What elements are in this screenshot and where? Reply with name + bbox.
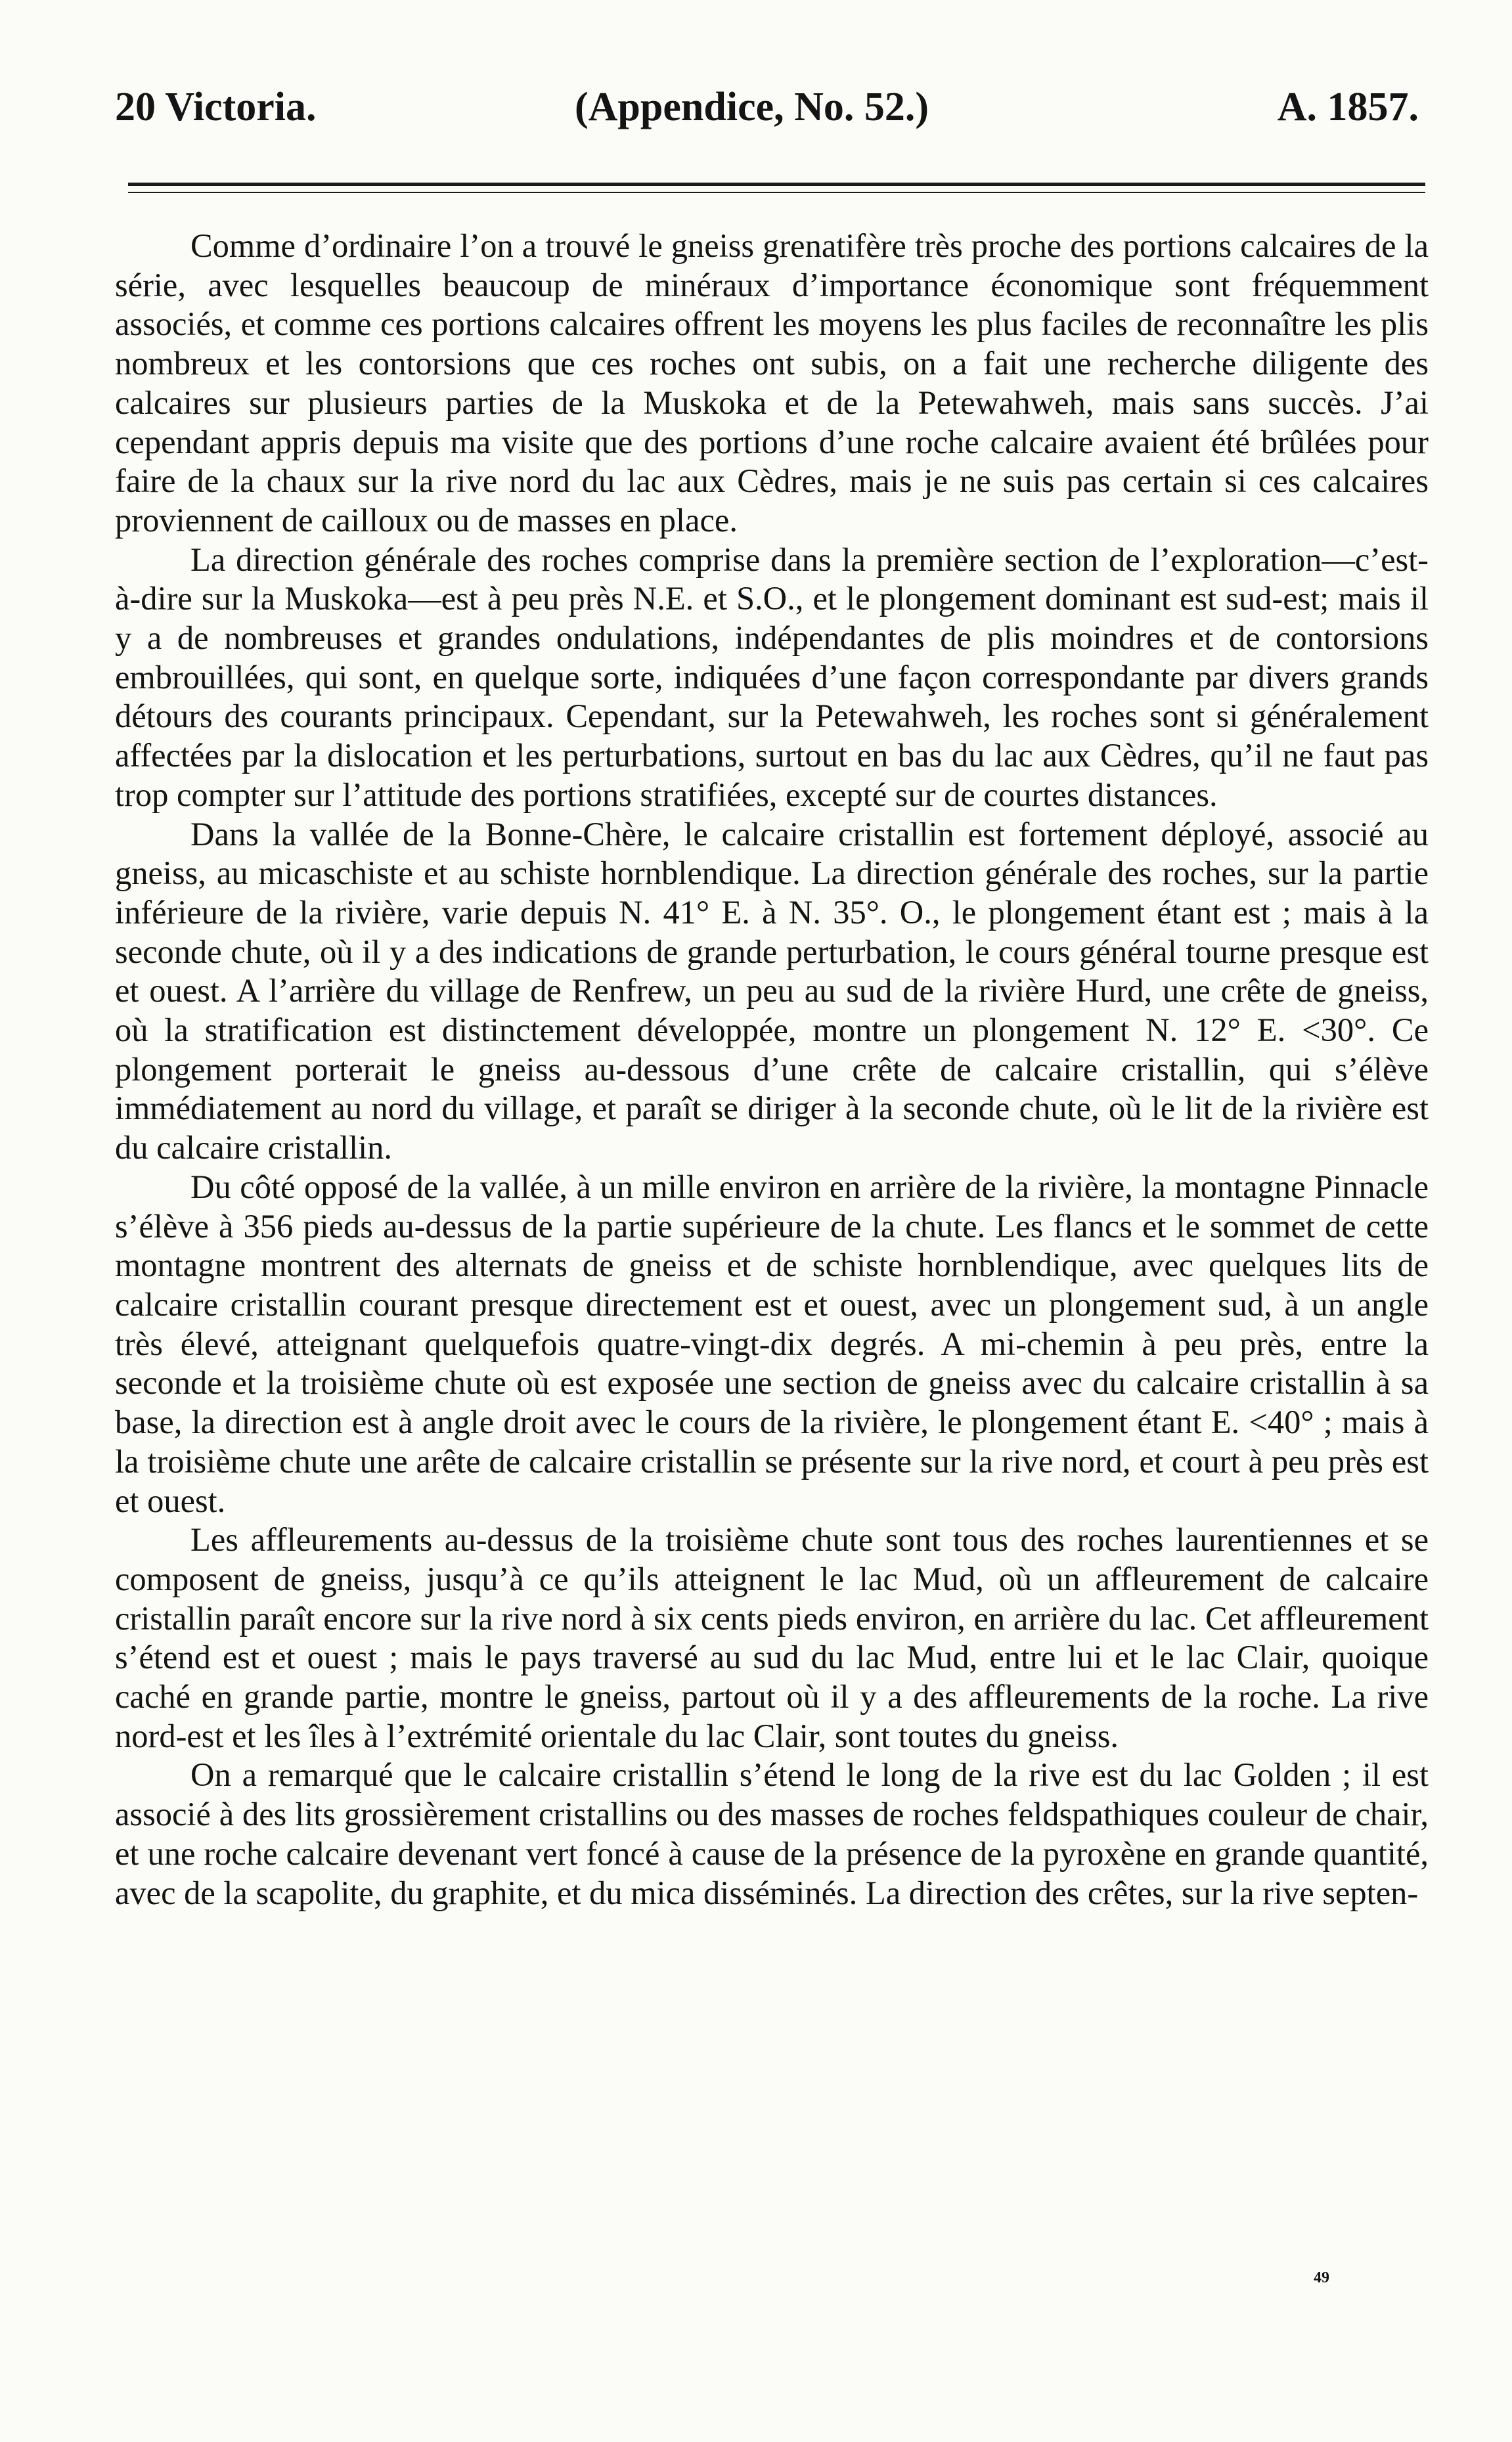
header-rule-thick bbox=[128, 183, 1425, 186]
paragraph: Les affleurements au-dessus de la troisième chute sont tous des roches laurentiennes et se composent de gneiss, jusqu’à ce qu’ils atteignent le lac Mud, où un affleurement de calcaire cristallin paraît encore sur la rive nord à six cents pieds environ, en arrière du lac. Cet affleurement s’étend est et ouest ; mais le pays traversé au sud du lac Mud, entre lui et le lac Clair, quoique caché en grande partie, montre le gneiss, partout où il y a des affleurements de la roche. La rive nord-est et les îles à l’extrémité orientale du lac Clair, sont toutes du gneiss. bbox=[115, 1521, 1429, 1754]
running-header bbox=[115, 78, 1419, 137]
header-rule-thin bbox=[128, 192, 1425, 193]
paragraph: Dans la vallée de la Bonne-Chère, le calcaire cristallin est fortement déployé, associé au gneiss, au micaschiste et au schiste hornblendique. La direction générale des roches, sur la partie inférieure de la rivière, varie depuis N. 41° E. à N. 35°. O., le plongement étant est ; mais à la seconde chute, où il y a des indications de grande perturbation, le cours général tourne presque est et ouest. A l’arrière du village de Renfrew, un peu au sud de la rivière Hurd, une crête de gneiss, où la stratification est distinctement développée, montre un plongement N. 12° E. <30°. Ce plongement porterait le gneiss au-dessous d’une crête de calcaire cristallin, qui s’élève immédiatement au nord du village, et paraît se diriger à la seconde chute, où le lit de la rivière est du calcaire cristallin. bbox=[115, 815, 1429, 1166]
header-regnal-year: 20 Victoria. bbox=[115, 85, 317, 129]
page-number: 49 bbox=[1314, 2269, 1329, 2286]
paragraph: On a remarqué que le calcaire cristallin s’étend le long de la rive est du lac Golden ; il est associé à des lits grossièrement cristallins ou des masses de roches feldspathiques couleur de chair, et une roche calcaire devenant vert foncé à cause de la présence de la pyroxène en grande quantité, avec de la scapolite, du graphite, et du mica disséminés. La direction des crêtes, sur la rive septen- bbox=[115, 1756, 1429, 1911]
paragraph: Du côté opposé de la vallée, à un mille environ en arrière de la rivière, la montagne Pinnacle s’élève à 356 pieds au-dessus de la partie supérieure de la chute. Les flancs et le sommet de cette montagne montrent des alternats de gneiss et de schiste hornblendique, avec quelques lits de calcaire cristallin courant presque directement est et ouest, avec un plongement sud, à un angle très élevé, atteignant quelquefois quatre-vingt-dix degrés. A mi-chemin à peu près, entre la seconde et la troisième chute où est exposée une section de gneiss avec du calcaire cristallin à sa base, la direction est à angle droit avec le cours de la rivière, le plongement étant E. <40° ; mais à la troisième chute une arête de calcaire cristallin se présente sur la rive nord, et court à peu près est et ouest. bbox=[115, 1168, 1429, 1519]
paragraph: La direction générale des roches comprise dans la première section de l’exploration—c’est-à-dire sur la Muskoka—est à peu près N.E. et S.O., et le plongement dominant est sud-est; mais il y a de nombreuses et grandes ondulations, indépendantes de plis moindres et de contorsions embrouillées, qui sont, en quelque sorte, indiquées d’une façon correspondante par divers grands détours des courants principaux. Cependant, sur la Petewahweh, les roches sont si généralement affectées par la dislocation et les perturbations, surtout en bas du lac aux Cèdres, qu’il ne faut pas trop compter sur l’attitude des portions stratifiées, excepté sur de courtes distances. bbox=[115, 541, 1429, 813]
paragraph: Comme d’ordinaire l’on a trouvé le gneiss grenatifère très proche des portions calcaires de la série, avec lesquelles beaucoup de minéraux d’importance économique sont fréquemment associés, et comme ces portions calcaires offrent les moyens les plus faciles de reconnaître les plis nombreux et les contorsions que ces roches ont subis, on a fait une recherche diligente des calcaires sur plusieurs parties de la Muskoka et de la Petewahweh, mais sans succès. J’ai cependant appris depuis ma visite que des portions d’une roche calcaire avaient été brûlées pour faire de la chaux sur la rive nord du lac aux Cèdres, mais je ne suis pas certain si ces calcaires proviennent de cailloux ou de masses en place. bbox=[115, 227, 1429, 539]
header-year: A. 1857. bbox=[1277, 85, 1419, 129]
header-appendix-number: (Appendice, No. 52.) bbox=[575, 85, 929, 129]
body-text bbox=[115, 227, 1429, 1913]
